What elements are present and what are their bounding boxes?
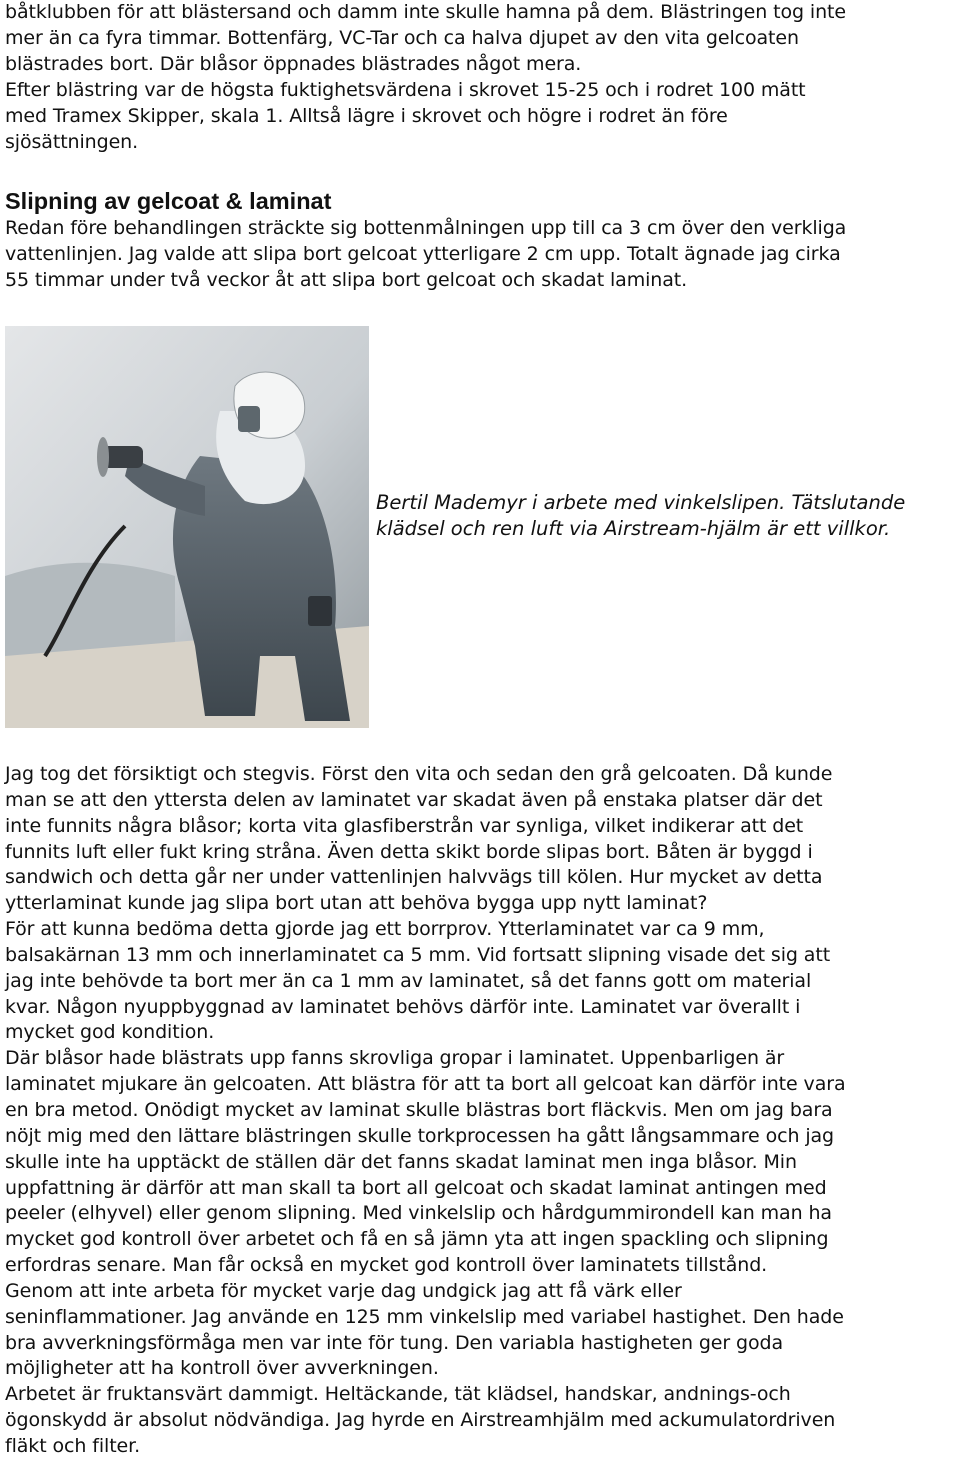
visor <box>238 406 260 432</box>
battery-pack <box>308 596 332 626</box>
grinder-disc <box>97 437 109 477</box>
photo-caption: Bertil Mademyr i arbete med vinkelslipen. Tätslutande klädsel och ren luft via Airstream-hjälm är ett villkor. <box>376 491 906 540</box>
photo-worker-sanding-hull <box>5 326 369 728</box>
section-heading: Slipning av gelcoat & laminat <box>5 188 332 214</box>
paragraph-sanding-details: Jag tog det försiktigt och stegvis. Först den vita och sedan den grå gelcoaten. Då kunde man se att den yttersta delen av laminatet var skadat även på enstaka platser där det inte funnits några blåsor; korta vita glasfiberstrån var synliga, vilket indikerar att det funnits luft eller fukt kring stråna. Även detta skikt borde slipas bort. Båten är byggd i sandwich och detta går ner under vattenlinjen halvvägs till kölen. Hur mycket av detta ytterlaminat kunde jag slipa bort utan att behöva bygga upp nytt laminat? För att kunna bedöma detta gjorde jag ett borrprov. Ytterlaminatet var ca 9 mm, balsakärnan 13 mm och innerlaminatet ca 5 mm. Vid fortsatt slipning visade det sig att jag inte behövde ta bort mer än ca 1 mm av laminatet, så det fanns gott om material kvar. Någon nyuppbyggnad av laminatet behövs därför inte. Laminatet var överallt i mycket god kondition. Där blåsor hade blästrats upp fanns skrovliga gropar i laminatet. Uppenbarligen är laminatet mjukare än gelcoaten. Att blästra för att ta bort all gelcoat kan därför inte vara en bra metod. Onödigt mycket av laminat skulle blästras bort fläckvis. Men om jag bara nöjt mig med den lättare blästringen skulle torkprocessen ha gått långsammare och jag skulle inte ha upptäckt de ställen där det fanns skadat laminat men inga blåsor. Min uppfattning är därför att man skall ta bort all gelcoat och skadat laminat antingen med peeler (elhyvel) eller genom slipning. Med vinkelslip och hårdgummirondell kan man ha mycket god kontroll över arbetet och få en så jämn yta att ingen spackling och slipning erfordras senare. Man får också en mycket god kontroll över laminatets tillstånd. Genom att inte arbeta för mycket varje dag undgick jag att få värk eller seninflammationer. Jag använde en 125 mm vinkelslip med variabel hastighet. Den hade bra avverkningsförmåga men var inte för tung. Den variabla hastigheten ger goda möjligheter att ha kontroll över avverkningen. Arbetet är fruktansvärt dammigt. Heltäckande, tät klädsel, handskar, andnings-och ögonskydd är absolut nödvändiga. Jag hyrde en Airstreamhjälm med ackumulatordriven fläkt och filter. <box>5 763 846 1457</box>
paragraph-sanding-intro: Redan före behandlingen sträckte sig bottenmålningen upp till ca 3 cm över den verkliga vattenlinjen. Jag valde att slipa bort gelcoat ytterligare 2 cm upp. Totalt ägnade jag cirka 55 timmar under två veckor åt att slipa bort gelcoat och skadat laminat. <box>5 217 847 291</box>
paragraph-blasting-results: båtklubben för att blästersand och damm inte skulle hamna på dem. Blästringen tog inte mer än ca fyra timmar. Bottenfärg, VC-Tar och ca halva djupet av den vita gelcoaten blästrades bort. Där blåsor öppnades blästrades något mera. Efter blästring var de högsta fuktighetsvärdena i skrovet 15-25 och i rodret 100 mätt med Tramex Skipper, skala 1. Alltså lägre i skrovet och högre i rodret än före sjösättningen. <box>5 1 846 153</box>
